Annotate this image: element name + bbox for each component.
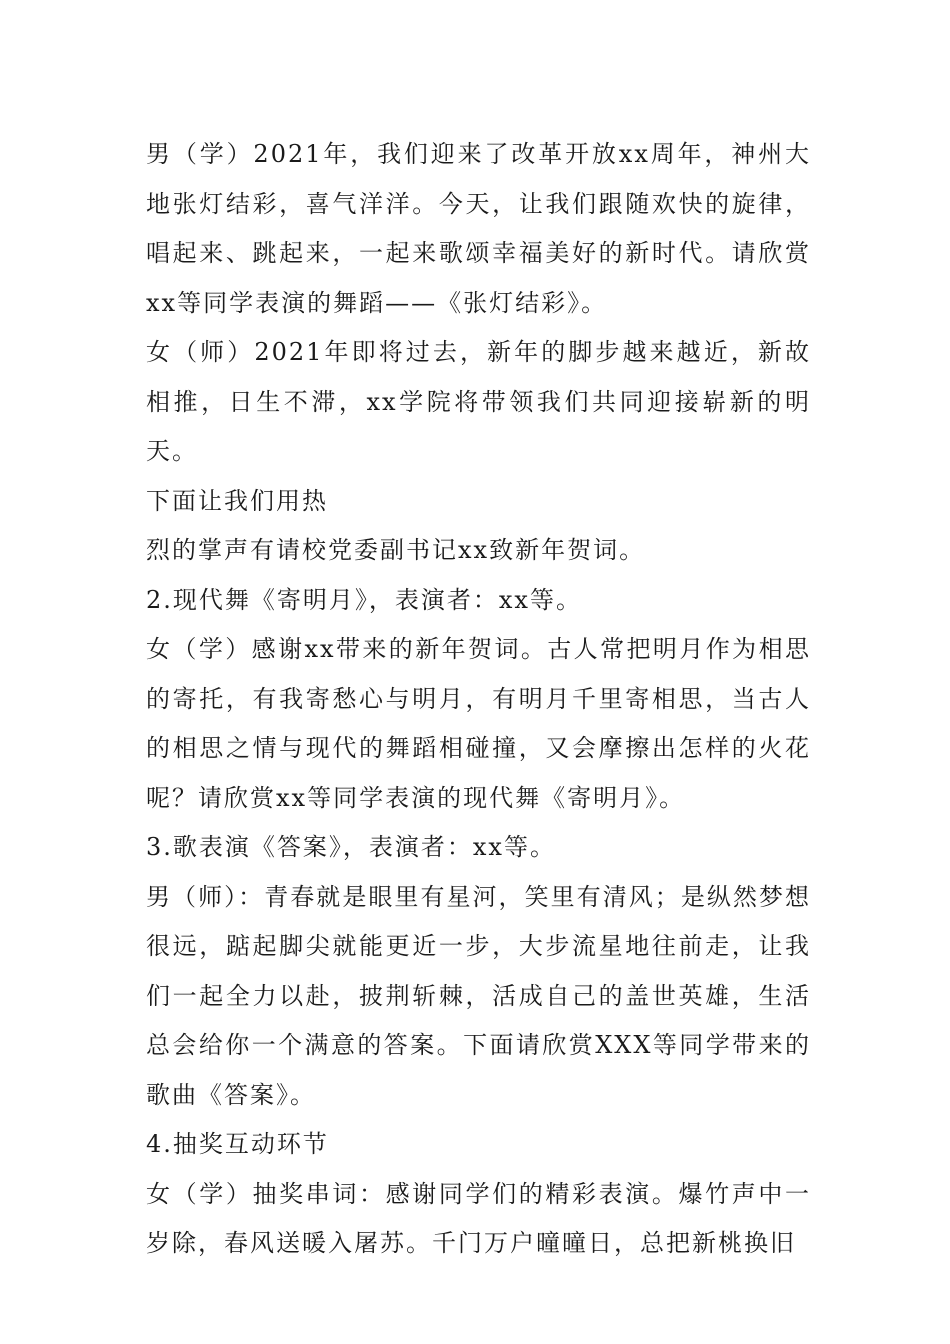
paragraph-applause-line-2: 烈的掌声有请校党委副书记xx致新年贺词。 bbox=[146, 536, 646, 564]
paragraph-female-teacher-intro: 女（师）2021年即将过去，新年的脚步越来越近，新故相推，日生不滞，xx学院将带领我们共同迎接崭新的明天。 bbox=[146, 338, 811, 465]
program-item-3: 3.歌表演《答案》，表演者：xx等。 bbox=[146, 833, 556, 861]
paragraph-male-student-intro: 男（学）2021年，我们迎来了改革开放xx周年，神州大地张灯结彩，喜气洋洋。今天，让我们跟随欢快的旋律，唱起来、跳起来，一起来歌颂幸福美好的新时代。请欣赏xx等同学表演的舞蹈——《张灯结彩》。 bbox=[146, 140, 811, 317]
paragraph-female-student-moon: 女（学）感谢xx带来的新年贺词。古人常把明月作为相思的寄托，有我寄愁心与明月，有明月千里寄相思，当古人的相思之情与现代的舞蹈相碰撞，又会摩擦出怎样的火花呢？请欣赏xx等同学表演的现代舞《寄明月》。 bbox=[146, 635, 811, 812]
paragraph-male-teacher-answer: 男（师）：青春就是眼里有星河，笑里有清风；是纵然梦想很远，踮起脚尖就能更近一步，大步流星地往前走，让我们一起全力以赴，披荆斩棘，活成自己的盖世英雄，生活总会给你一个满意的答案。下面请欣赏XXX等同学带来的歌曲《答案》。 bbox=[146, 882, 811, 1109]
program-item-4: 4.抽奖互动环节 bbox=[146, 1130, 329, 1158]
paragraph-female-student-lottery: 女（学）抽奖串词：感谢同学们的精彩表演。爆竹声中一岁除，春风送暖入屠苏。千门万户曈曈日，总把新桃换旧 bbox=[146, 1179, 811, 1257]
program-item-2: 2.现代舞《寄明月》，表演者：xx等。 bbox=[146, 585, 582, 614]
document-body bbox=[146, 130, 811, 1269]
paragraph-applause-line-1: 下面让我们用热 bbox=[146, 486, 328, 515]
